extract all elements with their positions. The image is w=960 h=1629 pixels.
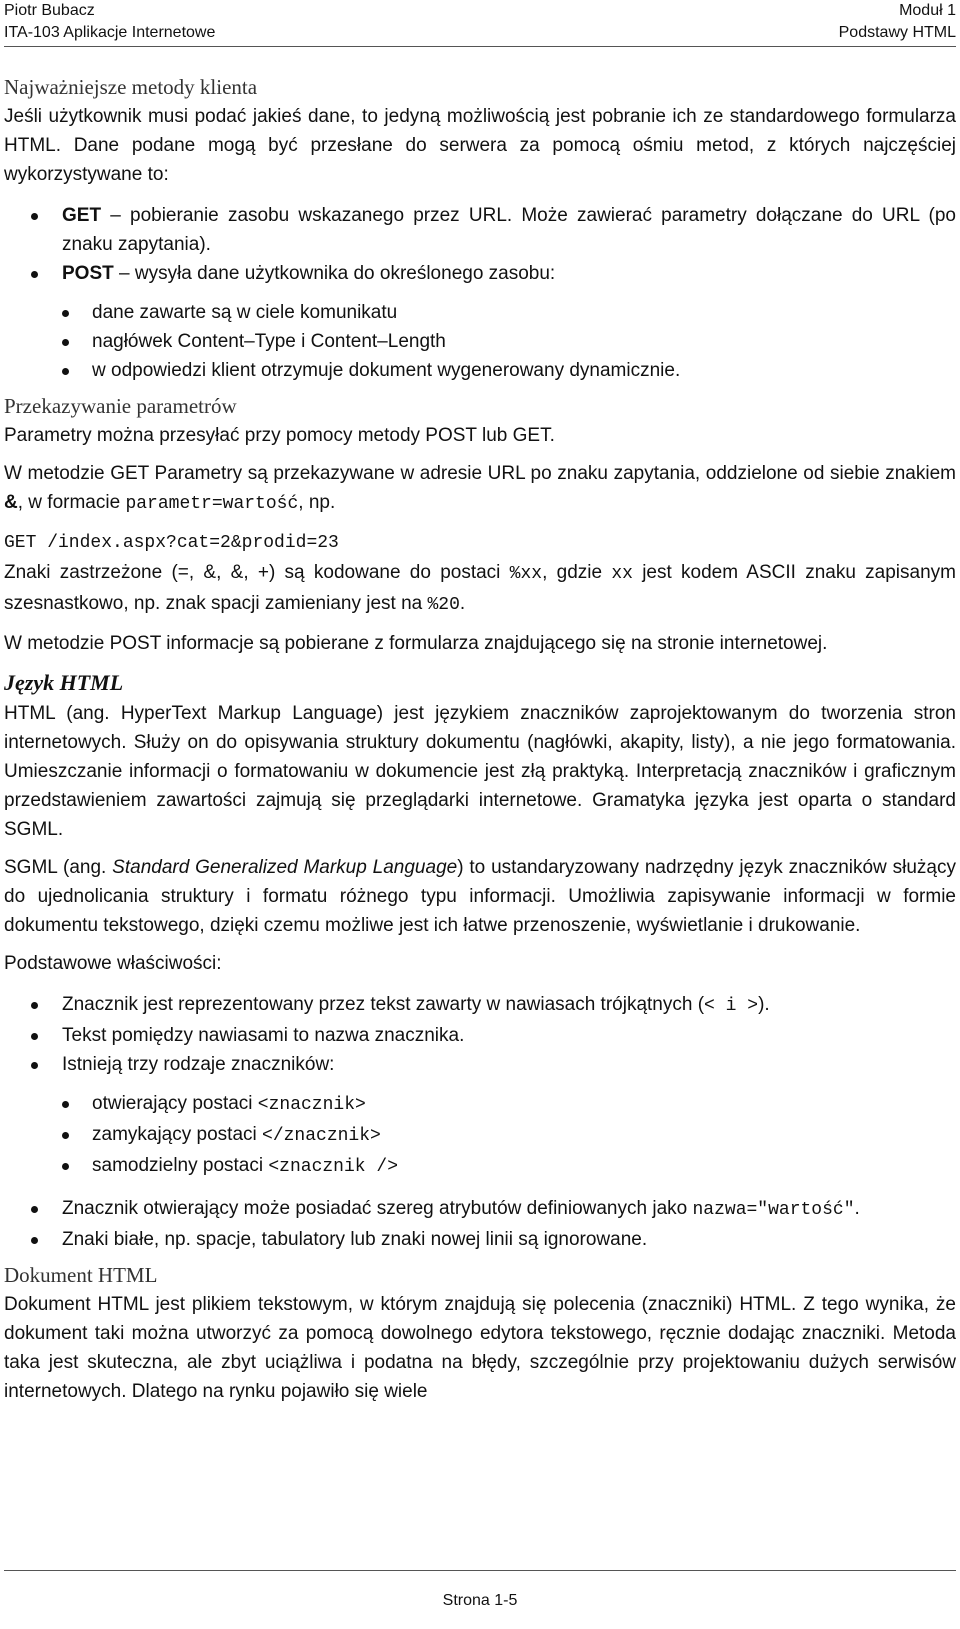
list-item xyxy=(4,327,956,356)
section-title-parameters: Przekazywanie parametrów xyxy=(4,394,237,418)
page-number: Strona 1-5 xyxy=(442,1592,518,1609)
paragraph-get-parameters xyxy=(4,459,956,519)
post-details-list xyxy=(4,298,956,385)
footer-divider xyxy=(4,1570,956,1571)
bullet-icon xyxy=(31,1002,38,1009)
code-inline: nazwa="wartość" xyxy=(692,1200,855,1220)
text-span: SGML (ang. xyxy=(4,857,113,878)
paragraph-html-definition: HTML (ang. HyperText Markup Language) jest językiem znaczników zaprojektowanym do tworzenia stron internetowych. Służy on do opisywania struktury dokumentu (nagłówki, akapity, listy), a nie jego formatowania. Umieszczanie informacji o formatowaniu w dokumencie jest złą praktyką. Interpretacją znaczników i graficznym przedstawieniem zawartości zajmują się przeglądarki internetowe. Gramatyka języka jest oparta o standard SGML. xyxy=(4,703,956,840)
properties-list xyxy=(4,990,956,1079)
header-author: Piotr Bubacz xyxy=(4,2,95,19)
document-body xyxy=(4,72,956,1415)
bullet-icon xyxy=(62,339,69,346)
text-span: W metodzie GET Parametry są przekazywane w adresie URL po znaku zapytania, oddzielone od siebie znakiem xyxy=(4,463,956,484)
ampersand-symbol: & xyxy=(4,492,18,513)
list-item-get xyxy=(4,201,956,259)
header-course: ITA-103 Aplikacje Internetowe xyxy=(4,24,216,41)
paragraph-sgml-definition xyxy=(4,853,956,940)
paragraph-client-methods-intro: Jeśli użytkownik musi podać jakieś dane, to jedyną możliwością jest pobranie ich ze standardowego formularza HTML. Dane podane mogą być przesłane do serwera za pomocą ośmiu metod, z których najczęściej wykorzystywane to: xyxy=(4,106,956,185)
text-span: samodzielny postaci xyxy=(92,1155,269,1176)
list-item xyxy=(4,1194,956,1225)
header-module: Moduł 1 xyxy=(899,2,956,19)
text-span: ). xyxy=(758,994,770,1015)
page-header xyxy=(4,0,956,47)
bullet-icon xyxy=(31,1206,38,1213)
section-title-html-language: Język HTML xyxy=(4,670,124,695)
section-title-html-document: Dokument HTML xyxy=(4,1263,158,1287)
tag-types-list xyxy=(4,1089,956,1182)
text-span: Znaki białe, np. spacje, tabulatory lub znaki nowej linii są ignorowane. xyxy=(62,1229,648,1250)
list-item xyxy=(4,298,956,327)
bullet-icon xyxy=(31,1237,38,1244)
code-inline: %xx xyxy=(509,564,543,584)
text-span: , w formacie xyxy=(17,492,126,513)
code-inline: < i > xyxy=(704,996,759,1016)
text-span: jest kodem ASCII znaku zapisanym szesnastkowo, np. znak spacji zamieniany jest na xyxy=(4,562,956,614)
code-inline: parametr=wartość xyxy=(125,494,299,514)
properties-list-continued xyxy=(4,1194,956,1254)
text-span: ) to ustandaryzowany nadrzędny język znaczników służący do ujednolicania struktury i formatu różnego typu informacji. Umożliwia zapisywanie informacji w formie dokumentu tekstowego, dzięki czemu możliwe jest ich łatwe przenoszenie, wyświetlanie i drukowanie. xyxy=(4,857,956,936)
code-example-get: GET /index.aspx?cat=2&prodid=23 xyxy=(4,533,339,553)
section-title-client-methods: Najważniejsze metody klienta xyxy=(4,75,258,99)
method-get-description: – pobieranie zasobu wskazanego przez URL. Może zawierać parametry dołączane do URL (po znaku zapytania). xyxy=(62,205,956,255)
text-span: Znacznik otwierający może posiadać szereg atrybutów definiowanych jako xyxy=(62,1198,693,1219)
paragraph-html-document: Dokument HTML jest plikiem tekstowym, w którym znajdują się polecenia (znaczniki) HTML. Z tego wynika, że dokument taki można utworzyć za pomocą dowolnego edytora tekstowego, ręcznie dodając znaczniki. Metoda taka jest skuteczna, ale zbyt uciążliwa i podatna na błędy, szczególnie przy projektowaniu dużych serwisów internetowych. Dlatego na rynku pojawiło się wiele xyxy=(4,1294,956,1402)
paragraph-reserved-chars xyxy=(4,558,956,620)
bullet-icon xyxy=(62,1163,69,1170)
page-footer xyxy=(0,1570,960,1629)
bullet-icon xyxy=(31,1062,38,1069)
paragraph-post-parameters: W metodzie POST informacje są pobierane z formularza znajdującego się na stronie internetowej. xyxy=(4,633,828,654)
list-item xyxy=(4,1151,956,1182)
method-get-term: GET xyxy=(62,205,102,226)
paragraph-parameters-methods: Parametry można przesyłać przy pomocy metody POST lub GET. xyxy=(4,425,555,446)
list-item xyxy=(4,1050,956,1079)
italic-term: Standard Generalized Markup Language xyxy=(112,857,458,878)
code-inline: %20 xyxy=(427,595,460,615)
text-span: . xyxy=(854,1198,860,1219)
list-item xyxy=(4,1120,956,1151)
text-span: Tekst pomiędzy nawiasami to nazwa znacznika. xyxy=(62,1025,465,1046)
text-span: Istnieją trzy rodzaje znaczników: xyxy=(62,1054,335,1075)
bullet-icon xyxy=(31,213,38,220)
bullet-icon xyxy=(62,310,69,317)
method-list xyxy=(4,201,956,288)
bullet-icon xyxy=(62,368,69,375)
list-item xyxy=(4,1089,956,1120)
text-span: otwierający postaci xyxy=(92,1093,258,1114)
text-span: . xyxy=(459,593,466,614)
paragraph-properties-label: Podstawowe właściwości: xyxy=(4,953,222,974)
text-span: Znaki zastrzeżone (=, &, &, +) są kodowane do postaci xyxy=(4,562,510,583)
post-detail-text: w odpowiedzi klient otrzymuje dokument wygenerowany dynamicznie. xyxy=(92,360,681,381)
bullet-icon xyxy=(31,1033,38,1040)
text-span: Znacznik jest reprezentowany przez tekst zawarty w nawiasach trójkątnych ( xyxy=(62,994,705,1015)
post-detail-text: dane zawarte są w ciele komunikatu xyxy=(92,302,398,323)
code-inline: xx xyxy=(611,564,633,584)
post-detail-text: nagłówek Content–Type i Content–Length xyxy=(92,331,446,352)
list-item xyxy=(4,356,956,385)
bullet-icon xyxy=(62,1101,69,1108)
list-item xyxy=(4,990,956,1021)
list-item xyxy=(4,1225,956,1254)
list-item xyxy=(4,1021,956,1050)
text-span: , np. xyxy=(298,492,336,513)
text-span: zamykający postaci xyxy=(92,1124,263,1145)
code-inline: <znacznik> xyxy=(257,1095,366,1115)
method-post-description: – wysyła dane użytkownika do określonego zasobu: xyxy=(113,263,556,284)
code-inline: <znacznik /> xyxy=(268,1157,398,1177)
method-post-term: POST xyxy=(62,263,114,284)
code-inline: </znacznik> xyxy=(262,1126,381,1146)
list-item-post xyxy=(4,259,956,288)
text-span: , gdzie xyxy=(542,562,612,583)
bullet-icon xyxy=(31,271,38,278)
bullet-icon xyxy=(62,1132,69,1139)
header-topic: Podstawy HTML xyxy=(838,24,956,41)
